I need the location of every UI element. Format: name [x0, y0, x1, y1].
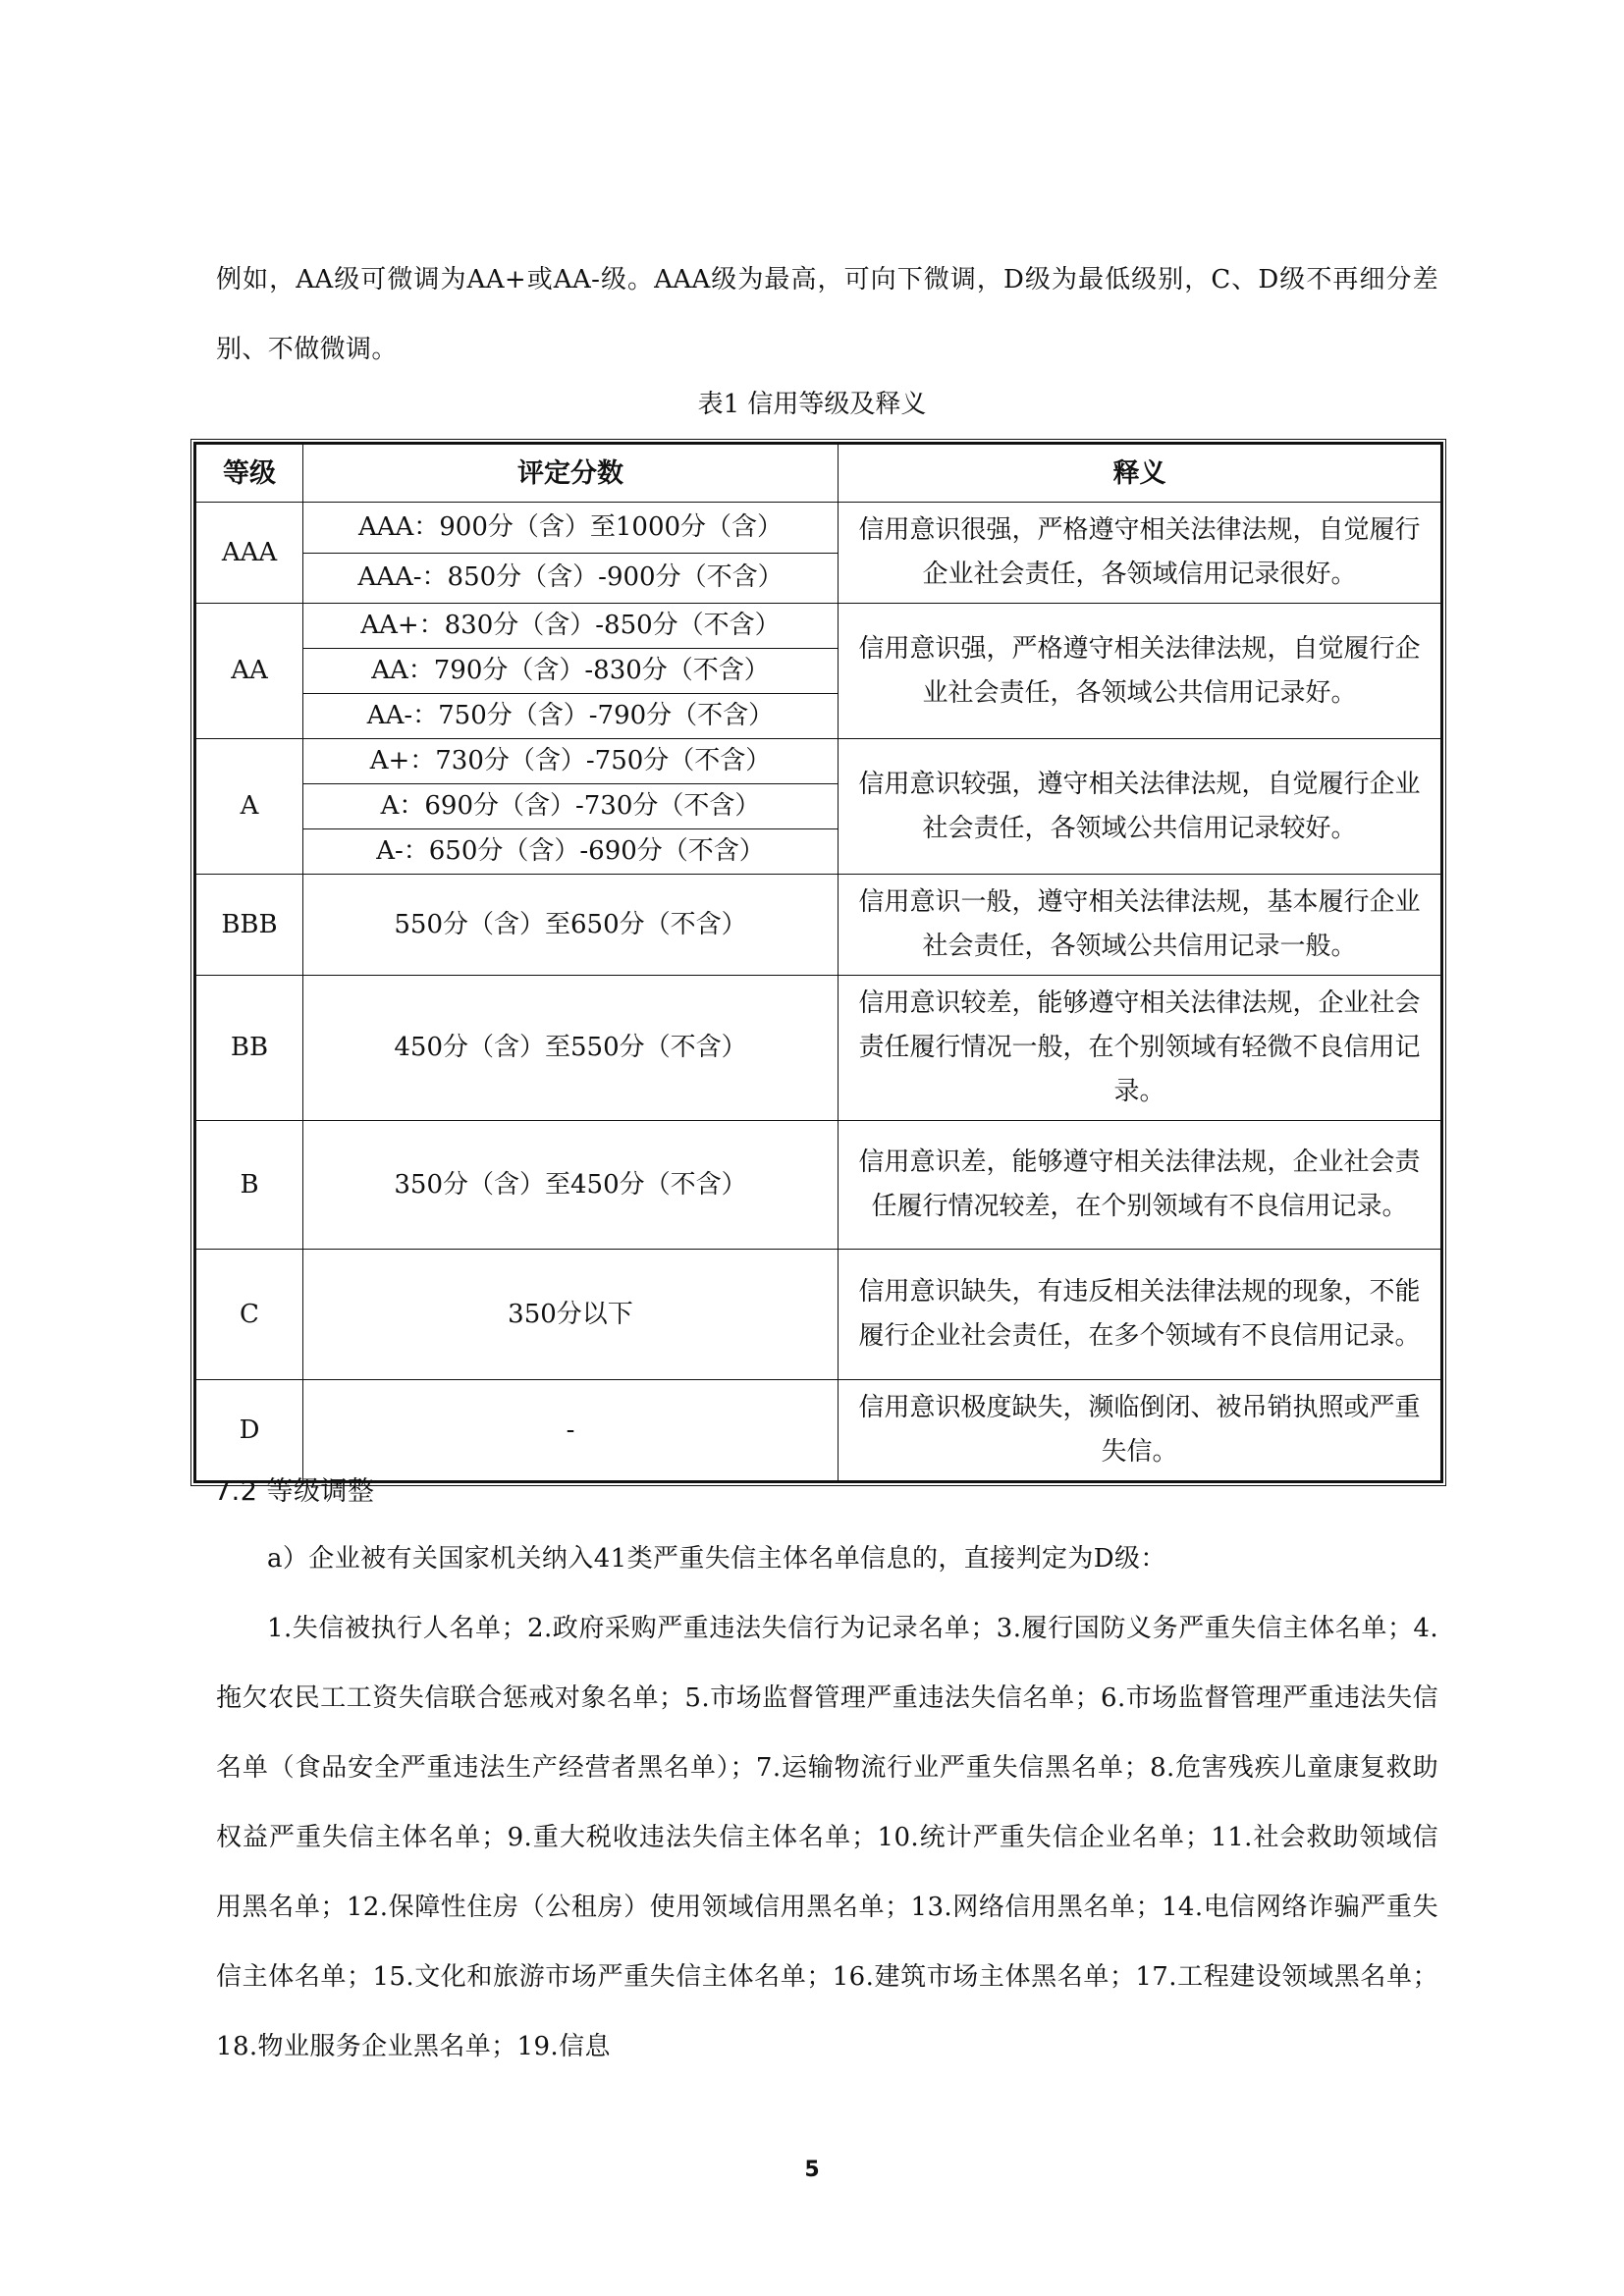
table-row — [195, 976, 1442, 1121]
table-caption: 表1 信用等级及释义 — [697, 390, 927, 419]
description-cell: 信用意识较强，遵守相关法律法规，自觉履行企业社会责任，各领域公共信用记录较好。 — [839, 739, 1442, 875]
score-cell: AA：790分（含）-830分（不含） — [303, 649, 839, 694]
table-row — [195, 1121, 1442, 1250]
table-row — [195, 604, 1442, 649]
grade-cell: AAA — [195, 503, 303, 604]
grade-cell: A — [195, 739, 303, 875]
grade-cell: B — [195, 1121, 303, 1250]
grade-cell: AA — [195, 604, 303, 739]
table-row — [195, 1250, 1442, 1380]
description-cell: 信用意识差，能够遵守相关法律法规，企业社会责任履行情况较差，在个别领域有不良信用记录。 — [839, 1121, 1442, 1250]
score-cell: 550分（含）至650分（不含） — [303, 875, 839, 976]
score-cell: AA-：750分（含）-790分（不含） — [303, 694, 839, 739]
header-description: 释义 — [839, 444, 1442, 503]
score-cell: 350分以下 — [303, 1250, 839, 1380]
clause-a: a）企业被有关国家机关纳入41类严重失信主体名单信息的，直接判定为D级： — [267, 1544, 1166, 1574]
description-cell: 信用意识很强，严格遵守相关法律法规，自觉履行企业社会责任，各领域信用记录很好。 — [839, 503, 1442, 604]
blacklist-paragraph: 1.失信被执行人名单；2.政府采购严重违法失信行为记录名单；3.履行国防义务严重失信主体名单；4.拖欠农民工工资失信联合惩戒对象名单；5.市场监督管理严重违法失信名单；6.市场监督管理严重违法失信名单（食品安全严重违法生产经营者黑名单）；7.运输物流行业严重失信黑名单；8.危害残疾儿童康复救助权益严重失信主体名单；9.重大税收违法失信主体名单；10.统计严重失信企业名单；11.社会救助领域信用黑名单；12.保障性住房（公租房）使用领域信用黑名单；13.网络信用黑名单；14.电信网络诈骗严重失信主体名单；15.文化和旅游市场严重失信主体名单；16.建筑市场主体黑名单；17.工程建设领域黑名单；18.物业服务企业黑名单；19.信息 — [216, 1614, 1438, 2061]
score-cell: AAA：900分（含）至1000分（含） — [303, 503, 839, 554]
table-row — [195, 503, 1442, 554]
grade-cell: D — [195, 1380, 303, 1482]
credit-grade-table — [193, 442, 1443, 1483]
description-cell: 信用意识极度缺失，濒临倒闭、被吊销执照或严重失信。 — [839, 1380, 1442, 1482]
score-cell: 450分（含）至550分（不含） — [303, 976, 839, 1121]
score-cell: AA+：830分（含）-850分（不含） — [303, 604, 839, 649]
score-cell: A：690分（含）-730分（不含） — [303, 784, 839, 829]
description-cell: 信用意识一般，遵守相关法律法规，基本履行企业社会责任，各领域公共信用记录一般。 — [839, 875, 1442, 976]
grade-cell: BBB — [195, 875, 303, 976]
score-cell: A-：650分（含）-690分（不含） — [303, 829, 839, 875]
header-score: 评定分数 — [303, 444, 839, 503]
score-cell: - — [303, 1380, 839, 1482]
description-cell: 信用意识强，严格遵守相关法律法规，自觉履行企业社会责任，各领域公共信用记录好。 — [839, 604, 1442, 739]
description-cell: 信用意识缺失，有违反相关法律法规的现象，不能履行企业社会责任，在多个领域有不良信用记录。 — [839, 1250, 1442, 1380]
score-cell: 350分（含）至450分（不含） — [303, 1121, 839, 1250]
description-cell: 信用意识较差，能够遵守相关法律法规，企业社会责任履行情况一般，在个别领域有轻微不良信用记录。 — [839, 976, 1442, 1121]
table-header-row — [195, 444, 1442, 503]
score-cell: A+：730分（含）-750分（不含） — [303, 739, 839, 784]
table-row — [195, 1380, 1442, 1482]
table-row — [195, 739, 1442, 784]
page-number: 5 — [804, 2158, 820, 2182]
intro-paragraph: 例如，AA级可微调为AA+或AA-级。AAA级为最高，可向下微调，D级为最低级别，C、D级不再细分差别、不做微调。 — [216, 265, 1438, 364]
grade-cell: BB — [195, 976, 303, 1121]
header-grade: 等级 — [195, 444, 303, 503]
table-row — [195, 875, 1442, 976]
section-heading: 7.2 等级调整 — [214, 1476, 375, 1507]
score-cell: AAA-：850分（含）-900分（不含） — [303, 553, 839, 604]
grade-cell: C — [195, 1250, 303, 1380]
